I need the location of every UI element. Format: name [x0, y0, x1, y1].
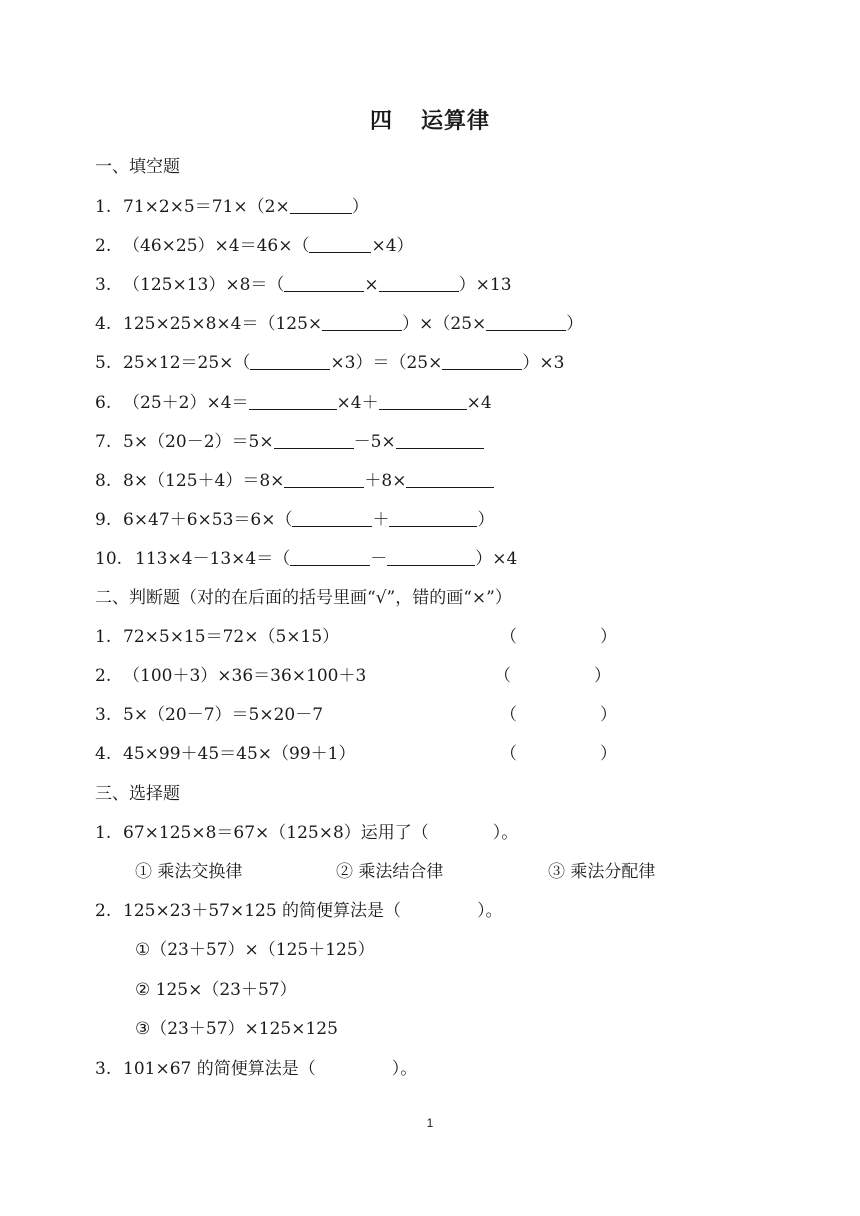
answer-blank[interactable] [292, 509, 372, 527]
judge-item-1: 1. 72×5×15＝72×（5×15） [95, 627, 340, 647]
fill-item-2: 2. （46×25）×4＝46×（ ×4） [95, 236, 414, 256]
page-number: 1 [426, 1116, 434, 1130]
answer-blank[interactable] [284, 274, 364, 292]
answer-blank[interactable] [442, 352, 522, 370]
fill-item-9: 9. 6×47＋6×53＝6×（ ＋ ） [95, 510, 495, 530]
fill-item-4: 4. 125×25×8×4＝（125× ）×（25× ） [95, 314, 584, 334]
answer-blank[interactable] [379, 274, 459, 292]
judge-item-3: 3. 5×（20－7）＝5×20－7 [95, 705, 324, 725]
title-text: 运算律 [421, 109, 491, 134]
judge-item-4: 4. 45×99＋45＝45×（99＋1） [95, 744, 356, 764]
choice-question-2: 2. 125×23＋57×125 的简便算法是（ ）。 [95, 901, 503, 921]
answer-blank[interactable] [389, 509, 477, 527]
answer-blank[interactable] [249, 392, 337, 410]
section1-heading: 一、填空题 [95, 157, 180, 177]
choice-question-1: 1. 67×125×8＝67×（125×8）运用了（ ）。 [95, 823, 519, 843]
judge-answer-open[interactable]: （ [500, 705, 517, 725]
judge-answer-open[interactable]: （ [500, 744, 517, 764]
answer-blank[interactable] [274, 431, 354, 449]
q1-option-2: ② 乘法结合律 [336, 862, 444, 882]
choice-question-3: 3. 101×67 的简便算法是（ ）。 [95, 1059, 418, 1079]
answer-blank[interactable] [309, 235, 371, 253]
answer-blank[interactable] [250, 352, 330, 370]
title-number: 四 [369, 109, 393, 134]
judge-answer-close: ） [600, 744, 617, 764]
q2-option-1: ①（23＋57）×（125＋125） [135, 940, 375, 960]
answer-blank[interactable] [406, 470, 494, 488]
fill-item-3: 3. （125×13）×8＝（ × ）×13 [95, 275, 512, 295]
answer-blank[interactable] [284, 470, 364, 488]
q2-option-3: ③（23＋57）×125×125 [135, 1019, 338, 1039]
answer-blank[interactable] [290, 548, 370, 566]
judge-answer-open[interactable]: （ [500, 627, 517, 647]
fill-item-10: 10. 113×4－13×4＝（ － ）×4 [95, 549, 518, 569]
answer-blank[interactable] [322, 313, 402, 331]
fill-item-5: 5. 25×12＝25×（ ×3）＝（25× ）×3 [95, 353, 565, 373]
fill-item-8: 8. 8×（125＋4）＝8× ＋8× [95, 469, 494, 493]
judge-answer-open[interactable]: （ [494, 666, 511, 686]
judge-answer-close: ） [600, 705, 617, 725]
judge-answer-close: ） [594, 666, 611, 686]
judge-answer-close: ） [600, 627, 617, 647]
q1-option-1: ① 乘法交换律 [135, 862, 243, 882]
fill-item-7: 7. 5×（20－2）＝5× －5× [95, 430, 484, 454]
section2-heading: 二、判断题（对的在后面的括号里画“√”，错的画“×”） [95, 588, 512, 608]
answer-blank[interactable] [379, 392, 467, 410]
answer-blank[interactable] [387, 548, 475, 566]
page-title [0, 104, 860, 135]
answer-blank[interactable] [396, 431, 484, 449]
answer-blank[interactable] [486, 313, 566, 331]
fill-item-1: 1. 71×2×5＝71×（2× ） [95, 197, 369, 217]
answer-blank[interactable] [290, 196, 352, 214]
q2-option-2: ② 125×（23＋57） [135, 980, 297, 1000]
fill-item-6: 6. （25＋2）×4＝ ×4＋ ×4 [95, 393, 492, 413]
q1-option-3: ③ 乘法分配律 [548, 862, 656, 882]
judge-item-2: 2. （100＋3）×36＝36×100＋3 [95, 666, 367, 686]
section3-heading: 三、选择题 [95, 784, 180, 804]
